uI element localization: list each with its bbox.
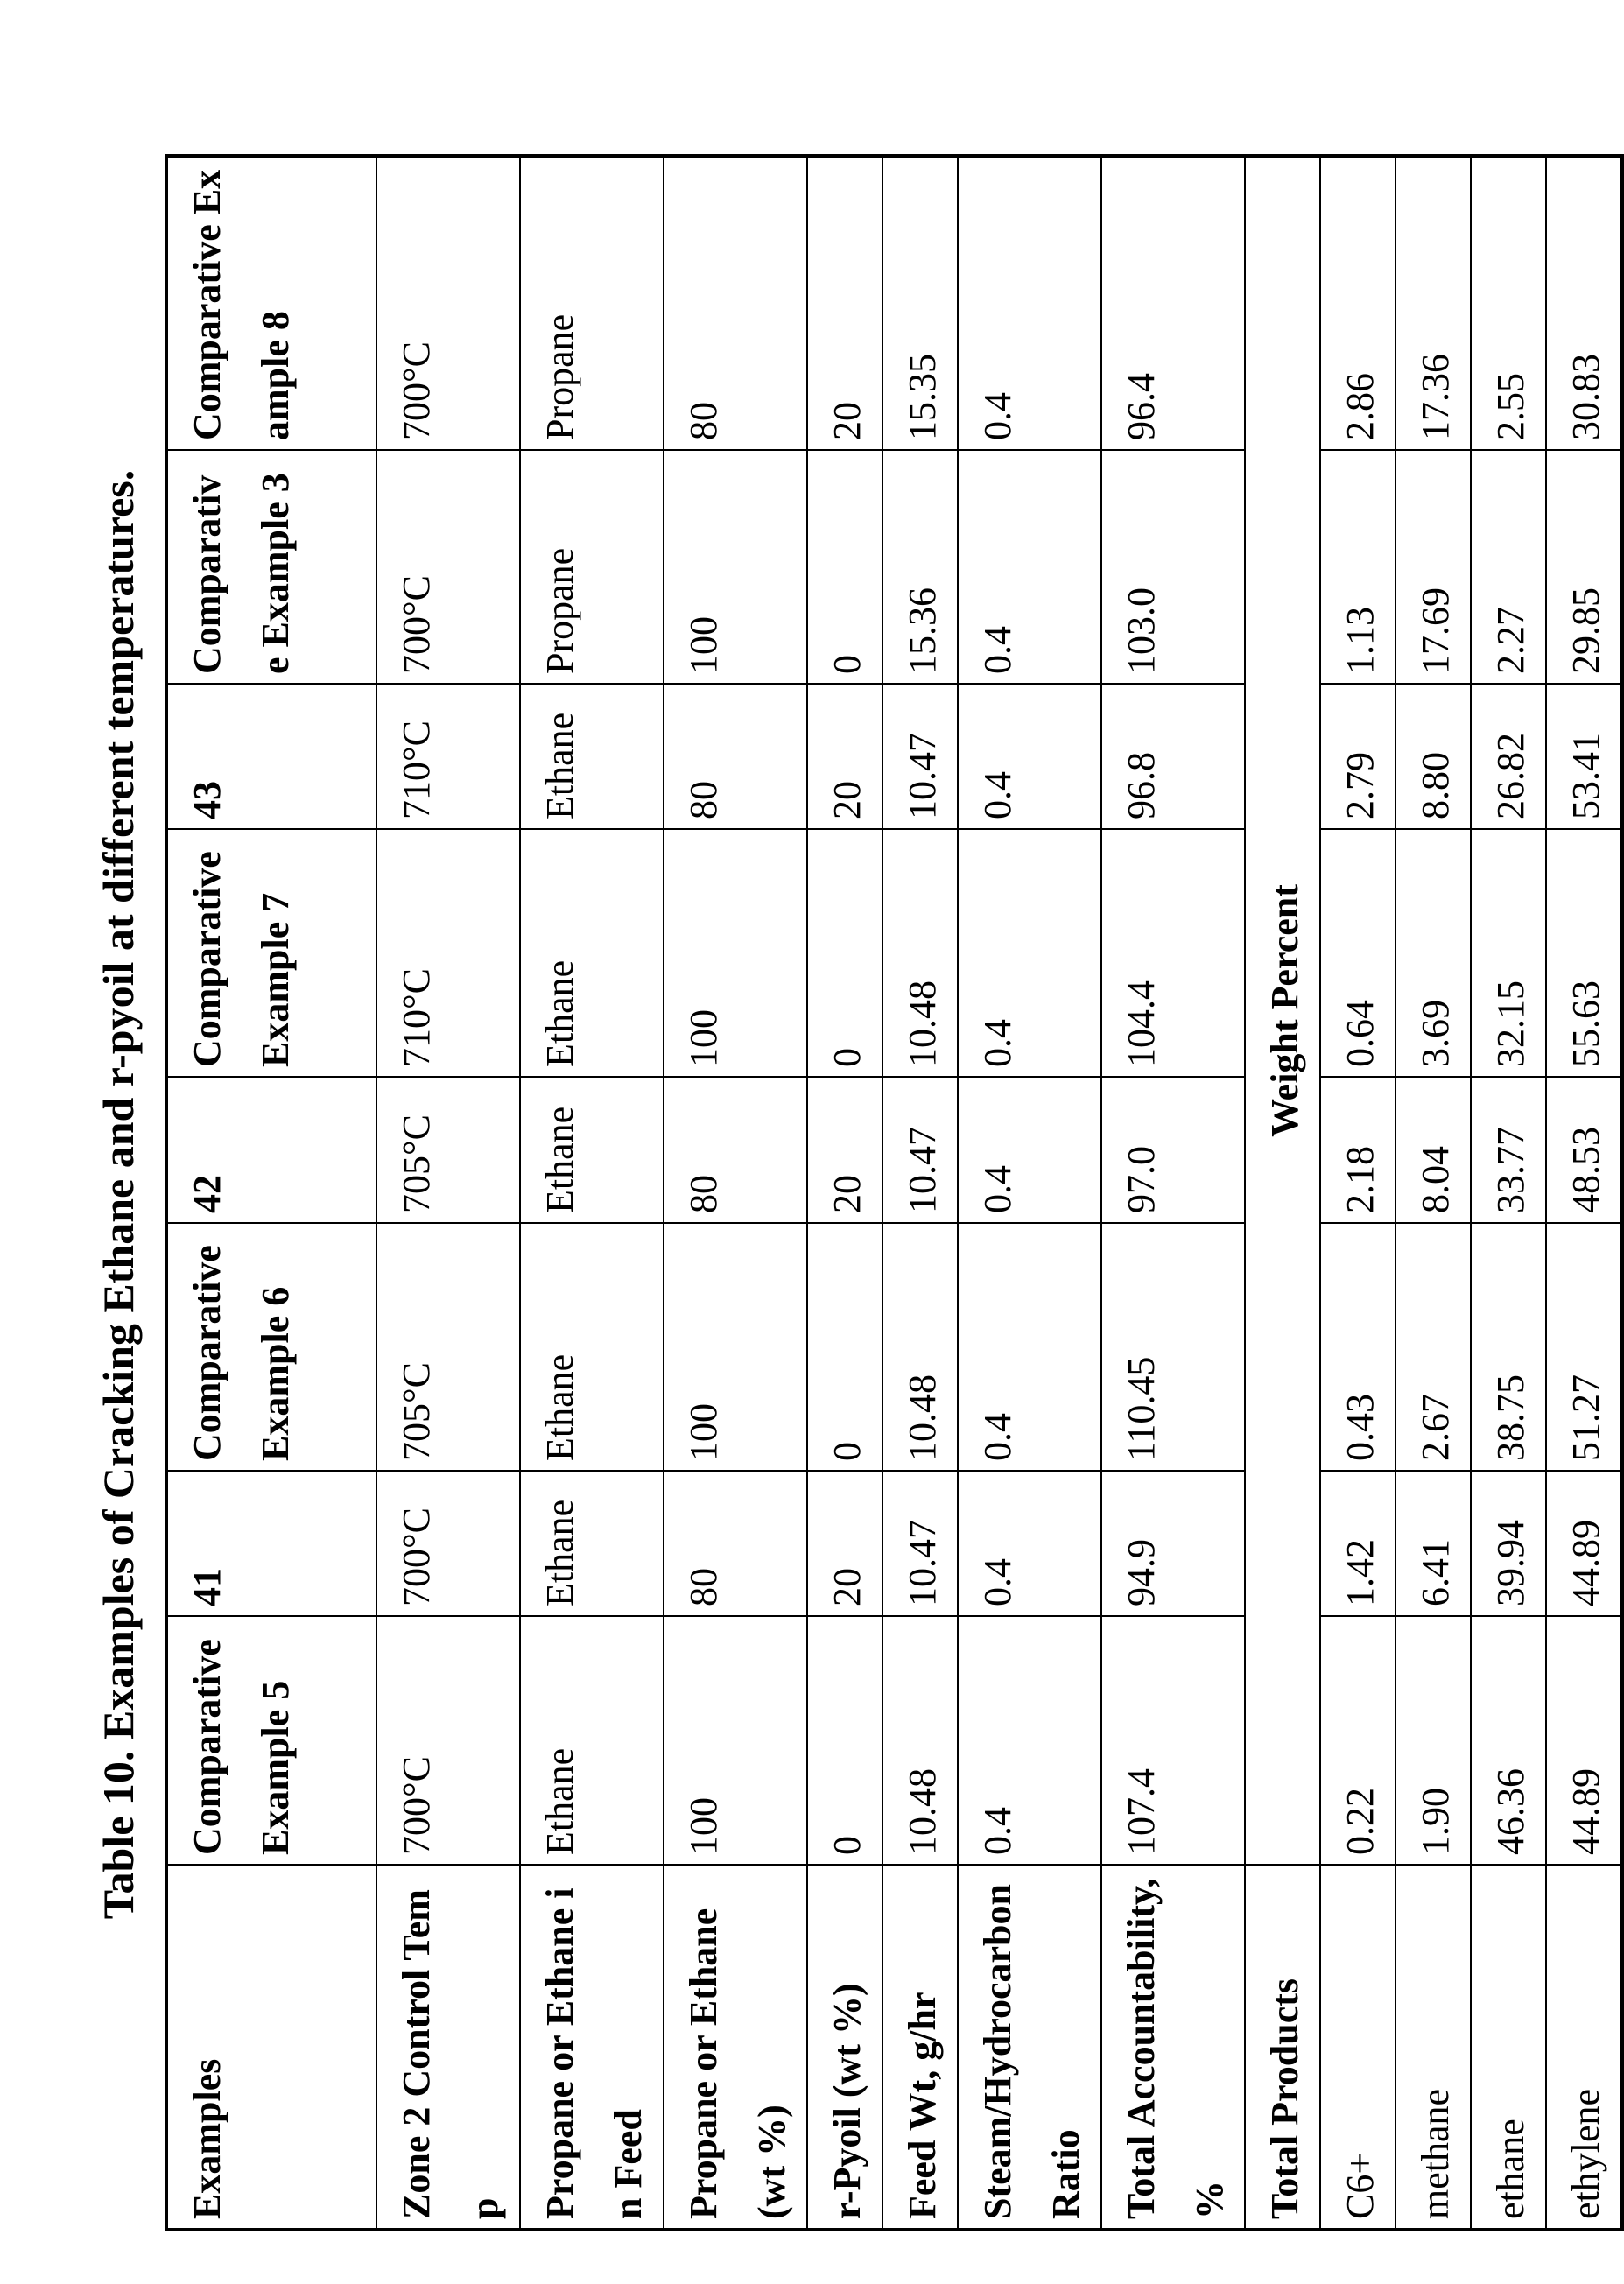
table-cell: 710°C xyxy=(376,684,520,829)
table-cell: 2.67 xyxy=(1396,1223,1471,1471)
table-cell: 0 xyxy=(807,450,882,684)
table-cell: 30.83 xyxy=(1546,156,1622,450)
table-cell: 42 xyxy=(166,1077,376,1223)
row-label: ethane xyxy=(1471,1865,1546,2230)
table-cell: 6.41 xyxy=(1396,1471,1471,1616)
table-cell: 15.36 xyxy=(882,450,958,684)
table-cell: 0 xyxy=(807,1223,882,1471)
table-cell: 0 xyxy=(807,829,882,1077)
row-label: Propane or Ethane (wt %) xyxy=(664,1865,807,2230)
table-cell: Propane xyxy=(520,450,664,684)
row-label: Zone 2 Control Temp xyxy=(376,1865,520,2230)
table-cell: 0.4 xyxy=(958,156,1101,450)
table-cell: Ethane xyxy=(520,829,664,1077)
row-label: Feed Wt, g/hr xyxy=(882,1865,958,2230)
table-cell: 110.45 xyxy=(1101,1223,1245,1471)
table-cell: 51.27 xyxy=(1546,1223,1622,1471)
table-cell: Comparative Example 6 xyxy=(166,1223,376,1471)
table-cell: 100 xyxy=(664,1223,807,1471)
table-cell: 100 xyxy=(664,450,807,684)
table-cell: 20 xyxy=(807,1471,882,1616)
row-label: Examples xyxy=(166,1865,376,2230)
table-cell: 0 xyxy=(807,1616,882,1865)
table-cell: 38.75 xyxy=(1471,1223,1546,1471)
table-cell: 104.4 xyxy=(1101,829,1245,1077)
table-cell: 2.18 xyxy=(1320,1077,1396,1223)
table-cell: 10.47 xyxy=(882,1077,958,1223)
table-cell: Ethane xyxy=(520,1077,664,1223)
table-cell: 44.89 xyxy=(1546,1616,1622,1865)
table-cell: 48.53 xyxy=(1546,1077,1622,1223)
row-label: Propane or Ethane in Feed xyxy=(520,1865,664,2230)
table-row xyxy=(807,156,882,2230)
table-cell: 8.80 xyxy=(1396,684,1471,829)
table-cell: Ethane xyxy=(520,1616,664,1865)
table-cell: 17.69 xyxy=(1396,450,1471,684)
table-cell: Ethane xyxy=(520,1471,664,1616)
table-cell: Comparative Example 5 xyxy=(166,1616,376,1865)
table-row xyxy=(376,156,520,2230)
table-cell: 46.36 xyxy=(1471,1616,1546,1865)
table-cell: 710°C xyxy=(376,829,520,1077)
table-cell: 20 xyxy=(807,1077,882,1223)
table-title: Table 10. Examples of Cracking Ethane and r-pyoil at different temperatures. xyxy=(88,158,149,2231)
product-row xyxy=(1396,156,1471,2230)
table-cell: 705°C xyxy=(376,1223,520,1471)
cracking-results-table xyxy=(165,154,1624,2231)
table-row xyxy=(958,156,1101,2230)
table-cell: 1.90 xyxy=(1396,1616,1471,1865)
table-cell: 97.0 xyxy=(1101,1077,1245,1223)
weight-percent-label: Weight Percent xyxy=(1245,156,1320,1865)
header-row xyxy=(166,156,376,2230)
row-label: Total Products xyxy=(1245,1865,1320,2230)
table-cell: 10.48 xyxy=(882,1223,958,1471)
table-cell: 41 xyxy=(166,1471,376,1616)
table-row xyxy=(882,156,958,2230)
table-cell: 3.69 xyxy=(1396,829,1471,1077)
table-cell: 26.82 xyxy=(1471,684,1546,829)
table-cell: 0.4 xyxy=(958,1077,1101,1223)
product-row xyxy=(1546,156,1622,2230)
row-label: ethylene xyxy=(1546,1865,1622,2230)
table-cell: 0.22 xyxy=(1320,1616,1396,1865)
table-cell: 43 xyxy=(166,684,376,829)
table-cell: 55.63 xyxy=(1546,829,1622,1077)
table-row xyxy=(664,156,807,2230)
table-cell: 80 xyxy=(664,684,807,829)
table-cell: 20 xyxy=(807,684,882,829)
table-cell: Comparative Example 8 xyxy=(166,156,376,450)
table-cell: 17.36 xyxy=(1396,156,1471,450)
table-cell: 29.85 xyxy=(1546,450,1622,684)
table-cell: 0.4 xyxy=(958,1616,1101,1865)
table-cell: 705°C xyxy=(376,1077,520,1223)
table-cell: 2.55 xyxy=(1471,156,1546,450)
table-cell: 100 xyxy=(664,829,807,1077)
table-cell: 80 xyxy=(664,1077,807,1223)
table-cell: 0.4 xyxy=(958,450,1101,684)
table-cell: 1.42 xyxy=(1320,1471,1396,1616)
table-cell: 100 xyxy=(664,1616,807,1865)
table-cell: 10.47 xyxy=(882,684,958,829)
table-cell: 700°C xyxy=(376,450,520,684)
product-row xyxy=(1320,156,1396,2230)
table-cell: 0.4 xyxy=(958,1223,1101,1471)
table-cell: 96.8 xyxy=(1101,684,1245,829)
table-cell: 0.4 xyxy=(958,829,1101,1077)
table-cell: 0.64 xyxy=(1320,829,1396,1077)
table-cell: 8.04 xyxy=(1396,1077,1471,1223)
table-frame xyxy=(165,154,1624,2231)
table-row xyxy=(520,156,664,2230)
table-cell: 107.4 xyxy=(1101,1616,1245,1865)
table-cell: 700°C xyxy=(376,156,520,450)
table-cell: 39.94 xyxy=(1471,1471,1546,1616)
table-cell: Comparative Example 7 xyxy=(166,829,376,1077)
table-cell: 0.4 xyxy=(958,684,1101,829)
table-cell: 0.43 xyxy=(1320,1223,1396,1471)
table-cell: 103.0 xyxy=(1101,450,1245,684)
table-cell: Propane xyxy=(520,156,664,450)
table-cell: 10.48 xyxy=(882,829,958,1077)
table-cell: 15.35 xyxy=(882,156,958,450)
table-cell: 94.9 xyxy=(1101,1471,1245,1616)
table-cell: 32.15 xyxy=(1471,829,1546,1077)
table-cell: 20 xyxy=(807,156,882,450)
table-cell: Ethane xyxy=(520,1223,664,1471)
table-row xyxy=(1101,156,1245,2230)
row-label: r-Pyoil (wt %) xyxy=(807,1865,882,2230)
table-cell: 53.41 xyxy=(1546,684,1622,829)
table-cell: 44.89 xyxy=(1546,1471,1622,1616)
table-cell: 10.47 xyxy=(882,1471,958,1616)
table-cell: 33.77 xyxy=(1471,1077,1546,1223)
table-cell: 2.27 xyxy=(1471,450,1546,684)
table-cell: Ethane xyxy=(520,684,664,829)
row-label: Steam/Hydrocarbon Ratio xyxy=(958,1865,1101,2230)
row-label: C6+ xyxy=(1320,1865,1396,2230)
table-cell: 80 xyxy=(664,156,807,450)
table-cell: 96.4 xyxy=(1101,156,1245,450)
table-cell: 1.13 xyxy=(1320,450,1396,684)
row-label: Total Accountability, % xyxy=(1101,1865,1245,2230)
products-header-row xyxy=(1245,156,1320,2230)
table-cell: 2.86 xyxy=(1320,156,1396,450)
table-cell: 0.4 xyxy=(958,1471,1101,1616)
row-label: methane xyxy=(1396,1865,1471,2230)
table-cell: 2.79 xyxy=(1320,684,1396,829)
table-cell: 10.48 xyxy=(882,1616,958,1865)
table-cell: 700°C xyxy=(376,1471,520,1616)
table-cell: Comparative Example 3 xyxy=(166,450,376,684)
product-row xyxy=(1471,156,1546,2230)
table-cell: 700°C xyxy=(376,1616,520,1865)
table-cell: 80 xyxy=(664,1471,807,1616)
